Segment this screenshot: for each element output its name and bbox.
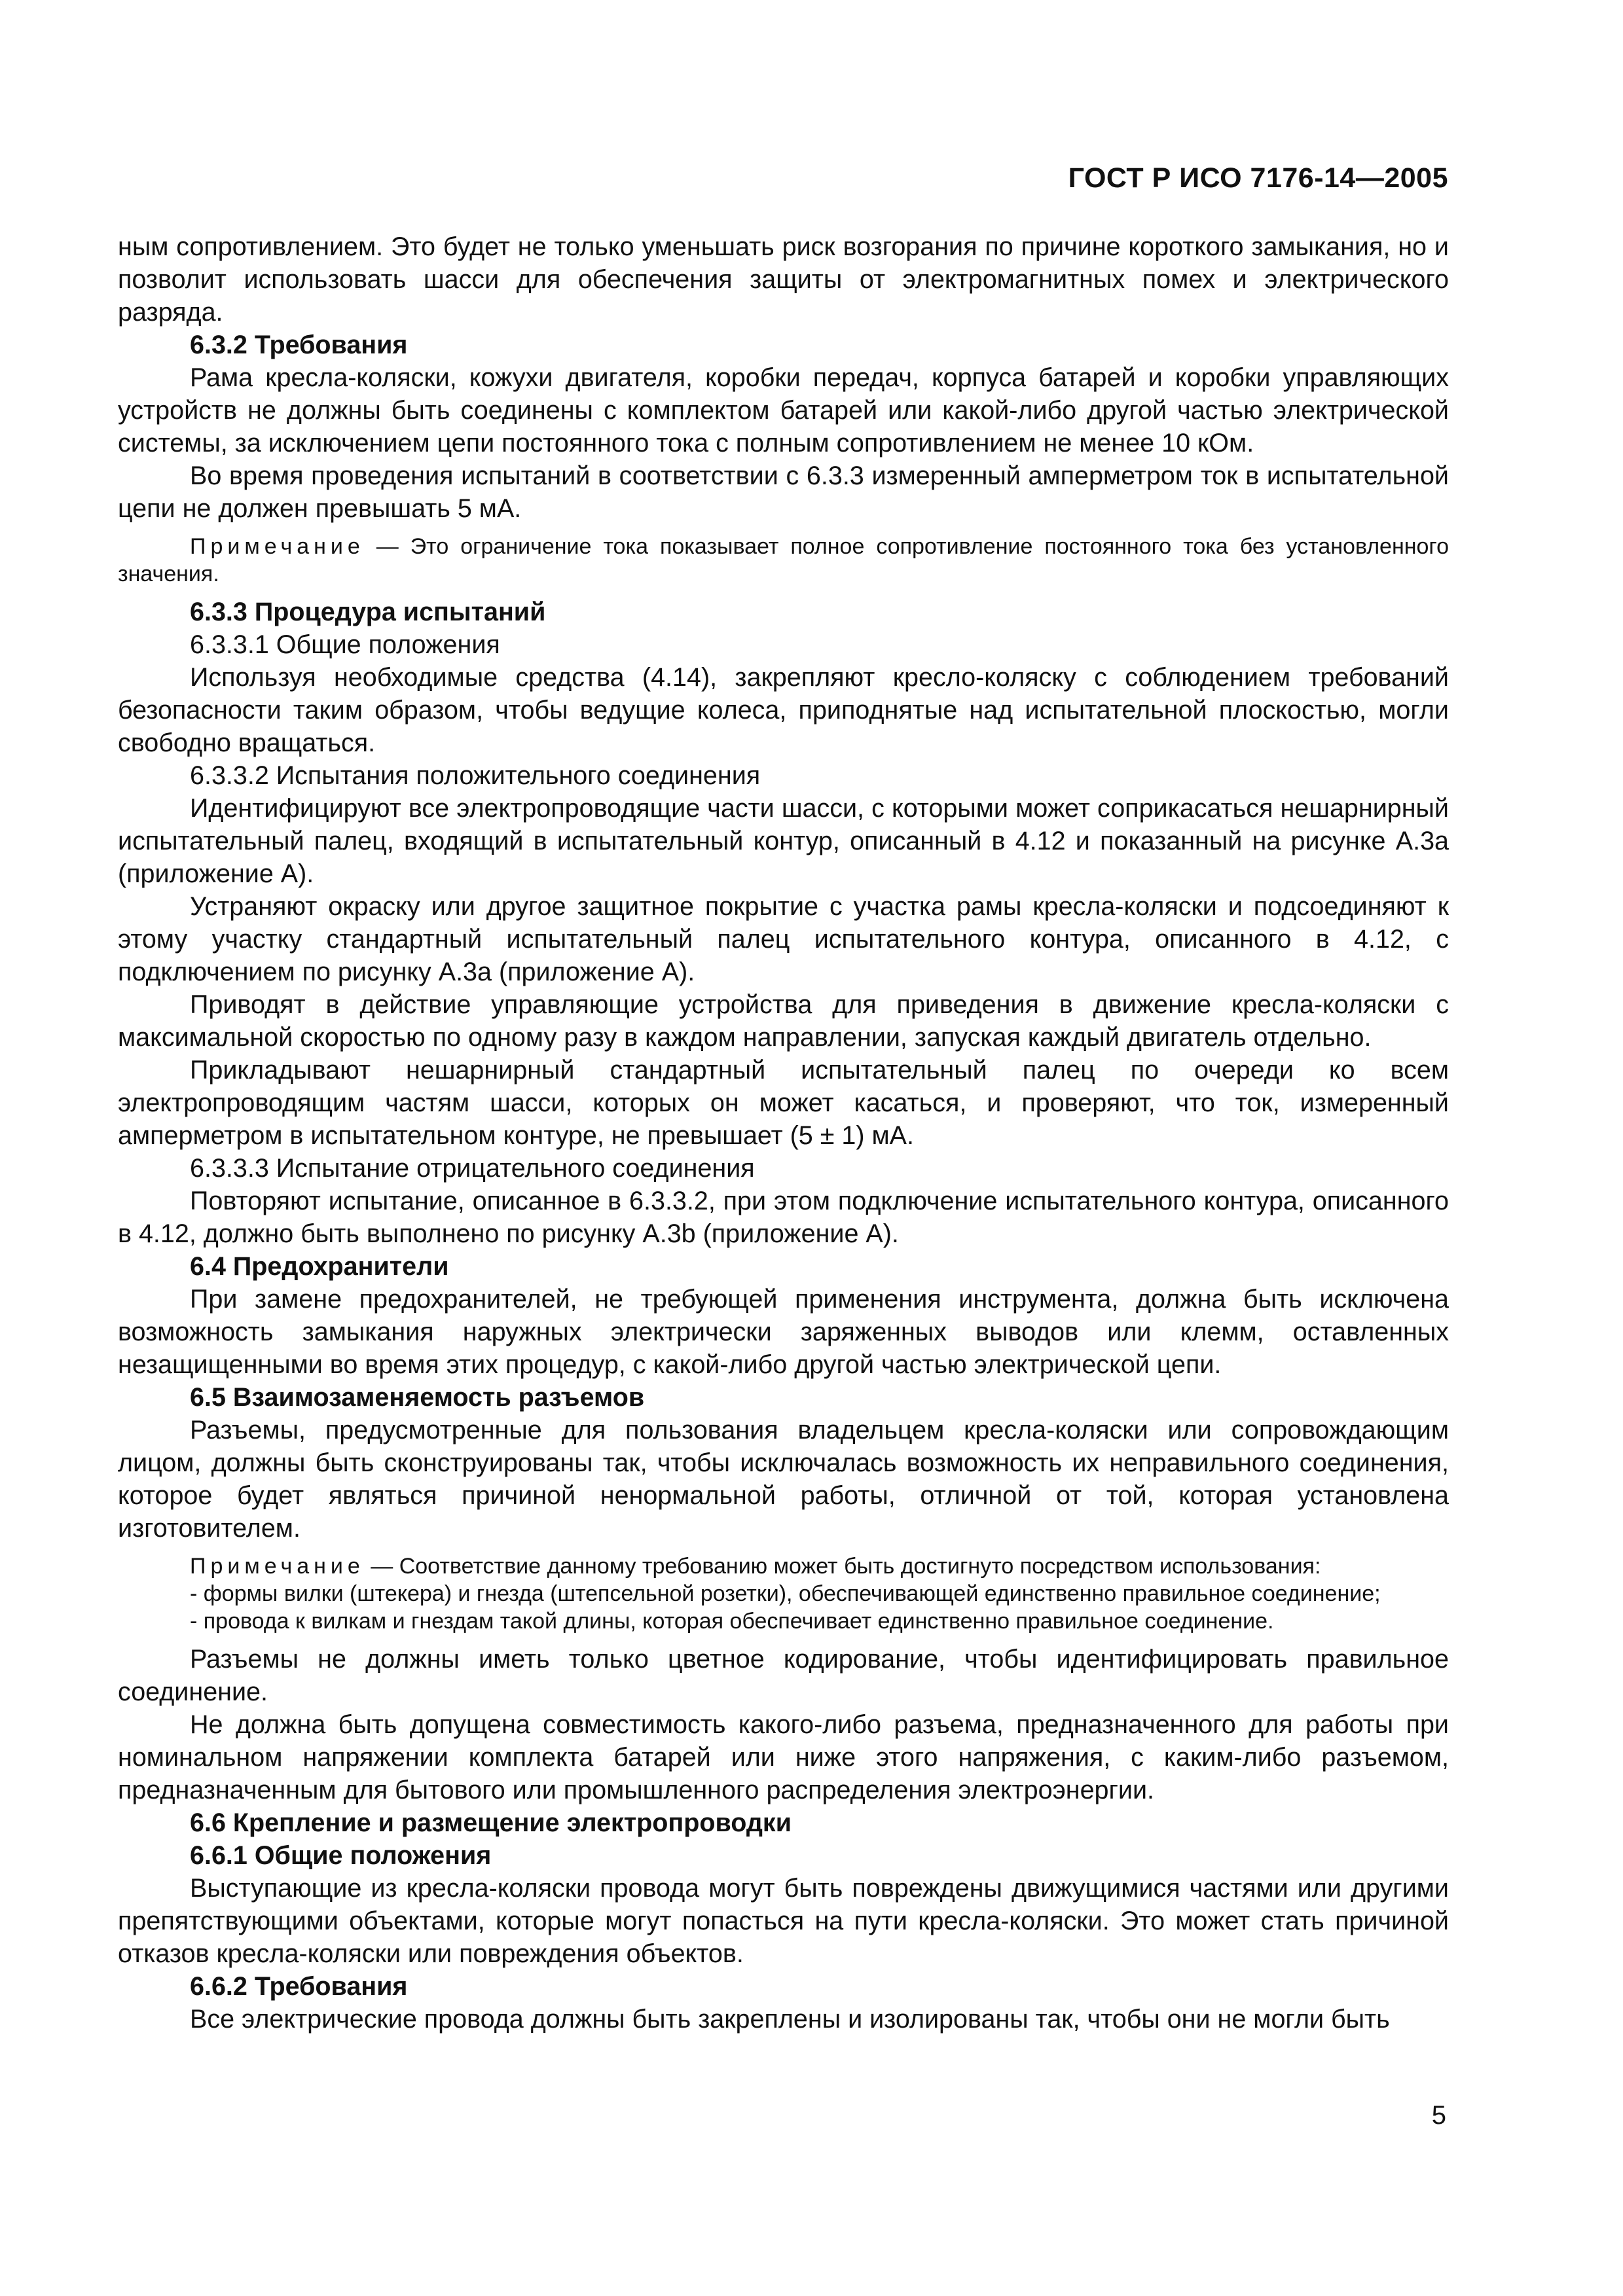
paragraph: Повторяют испытание, описанное в 6.3.3.2, при этом подключение испытательного контура, описанного в 4.12, должно быть выполнено по рисунку А.3b (приложение А).	[118, 1187, 1449, 1248]
section-heading-6-5: 6.5 Взаимозаменяемость разъемов	[190, 1383, 645, 1412]
section-heading-6-6-2: 6.6.2 Требования	[190, 1972, 408, 2001]
subsection-heading-6-3-3-2: 6.3.3.2 Испытания положительного соединения	[190, 761, 761, 790]
paragraph: ным сопротивлением. Это будет не только уменьшать риск возгорания по причине короткого замыкания, но и позволит использовать шасси для обеспечения защиты от электромагнитных помех и электрического разряда.	[118, 232, 1449, 327]
paragraph: Идентифицируют все электропроводящие части шасси, с которыми может соприкасаться нешарнирный испытательный палец, входящий в испытательный контур, описанный в 4.12 и показанный на рисунке А.3а (приложение А).	[118, 794, 1449, 888]
paragraph: Прикладывают нешарнирный стандартный испытательный палец по очереди ко всем электропроводящим частям шасси, которых он может касаться, и проверяют, что ток, измеренный амперметром в испытательном контуре, не превышает (5 ± 1) мА.	[118, 1056, 1449, 1150]
paragraph: Устраняют окраску или другое защитное покрытие с участка рамы кресла-коляски и подсоединяют к этому участку стандартный испытательный палец испытательного контура, описанного в 4.12, с подключением по рисунку А.3а (приложение А).	[118, 892, 1449, 986]
subsection-heading-6-3-3-1: 6.3.3.1 Общие положения	[190, 630, 500, 659]
note-list-item: - провода к вилкам и гнездам такой длины, которая обеспечивает единственно правильное соединение.	[190, 1609, 1274, 1634]
paragraph: Разъемы, предусмотренные для пользования владельцем кресла-коляски или сопровождающим лицом, должны быть сконструированы так, чтобы исключалась возможность их неправильного соединения, которое будет являться причиной ненормальной работы, отличной от той, которая установлена изготовителем.	[118, 1416, 1449, 1543]
paragraph: Выступающие из кресла-коляски провода могут быть повреждены движущимися частями или другими препятствующими объектами, которые могут попасться на пути кресла-коляски. Это может стать причиной отказов кресла-коляски или повреждения объектов.	[118, 1874, 1449, 1968]
section-heading-6-3-2: 6.3.2 Требования	[190, 331, 408, 359]
document-header: ГОСТ Р ИСО 7176-14—2005	[1068, 162, 1448, 194]
paragraph: Разъемы не должны иметь только цветное кодирование, чтобы идентифицировать правильное соединение.	[118, 1645, 1449, 1706]
paragraph: Не должна быть допущена совместимость какого-либо разъема, предназначенного для работы при номинальном напряжении комплекта батарей или ниже этого напряжения, с каким-либо разъемом, предназначенным для бытового или промышленного распределения электроэнергии.	[118, 1710, 1449, 1804]
paragraph: При замене предохранителей, не требующей применения инструмента, должна быть исключена возможность замыкания наружных электрически заряженных выводов или клемм, оставленных незащищенными во время этих процедур, с какой-либо другой частью электрической цепи.	[118, 1285, 1449, 1379]
note-label: Примечание	[190, 1554, 365, 1579]
section-heading-6-3-3: 6.3.3 Процедура испытаний	[190, 598, 546, 626]
section-heading-6-6: 6.6 Крепление и размещение электропроводки	[190, 1808, 792, 1837]
paragraph: Рама кресла-коляски, кожухи двигателя, коробки передач, корпуса батарей и коробки управляющих устройств не должны быть соединены с комплектом батарей или какой-либо другой частью электрической системы, за исключением цепи постоянного тока с полным сопротивлением не менее 10 кОм.	[118, 363, 1449, 457]
note-label: Примечание	[190, 534, 365, 559]
subsection-heading-6-3-3-3: 6.3.3.3 Испытание отрицательного соединения	[190, 1154, 755, 1183]
note-text: — Это ограничение тока показывает полное сопротивление постоянного тока без установленного значения.	[118, 534, 1449, 586]
note	[118, 1552, 1449, 1580]
section-heading-6-6-1: 6.6.1 Общие положения	[190, 1841, 492, 1870]
paragraph: Во время проведения испытаний в соответствии с 6.3.3 измеренный амперметром ток в испытательной цепи не должен превышать 5 мА.	[118, 461, 1449, 523]
paragraph: Приводят в действие управляющие устройства для приведения в движение кресла-коляски с максимальной скоростью по одному разу в каждом направлении, запуская каждый двигатель отдельно.	[118, 990, 1449, 1052]
note	[118, 533, 1449, 588]
paragraph: Используя необходимые средства (4.14), закрепляют кресло-коляску с соблюдением требований безопасности таким образом, чтобы ведущие колеса, приподнятые над испытательной плоскостью, могли свободно вращаться.	[118, 663, 1449, 757]
note-text: — Соответствие данному требованию может быть достигнуто посредством использования:	[364, 1554, 1321, 1579]
document-body	[118, 230, 1449, 2036]
section-heading-6-4: 6.4 Предохранители	[190, 1252, 449, 1281]
note-list-item: - формы вилки (штекера) и гнезда (штепсельной розетки), обеспечивающей единственно правильное соединение;	[190, 1581, 1381, 1606]
paragraph: Все электрические провода должны быть закреплены и изолированы так, чтобы они не могли быть	[190, 2005, 1390, 2034]
page-number: 5	[1431, 2101, 1446, 2130]
